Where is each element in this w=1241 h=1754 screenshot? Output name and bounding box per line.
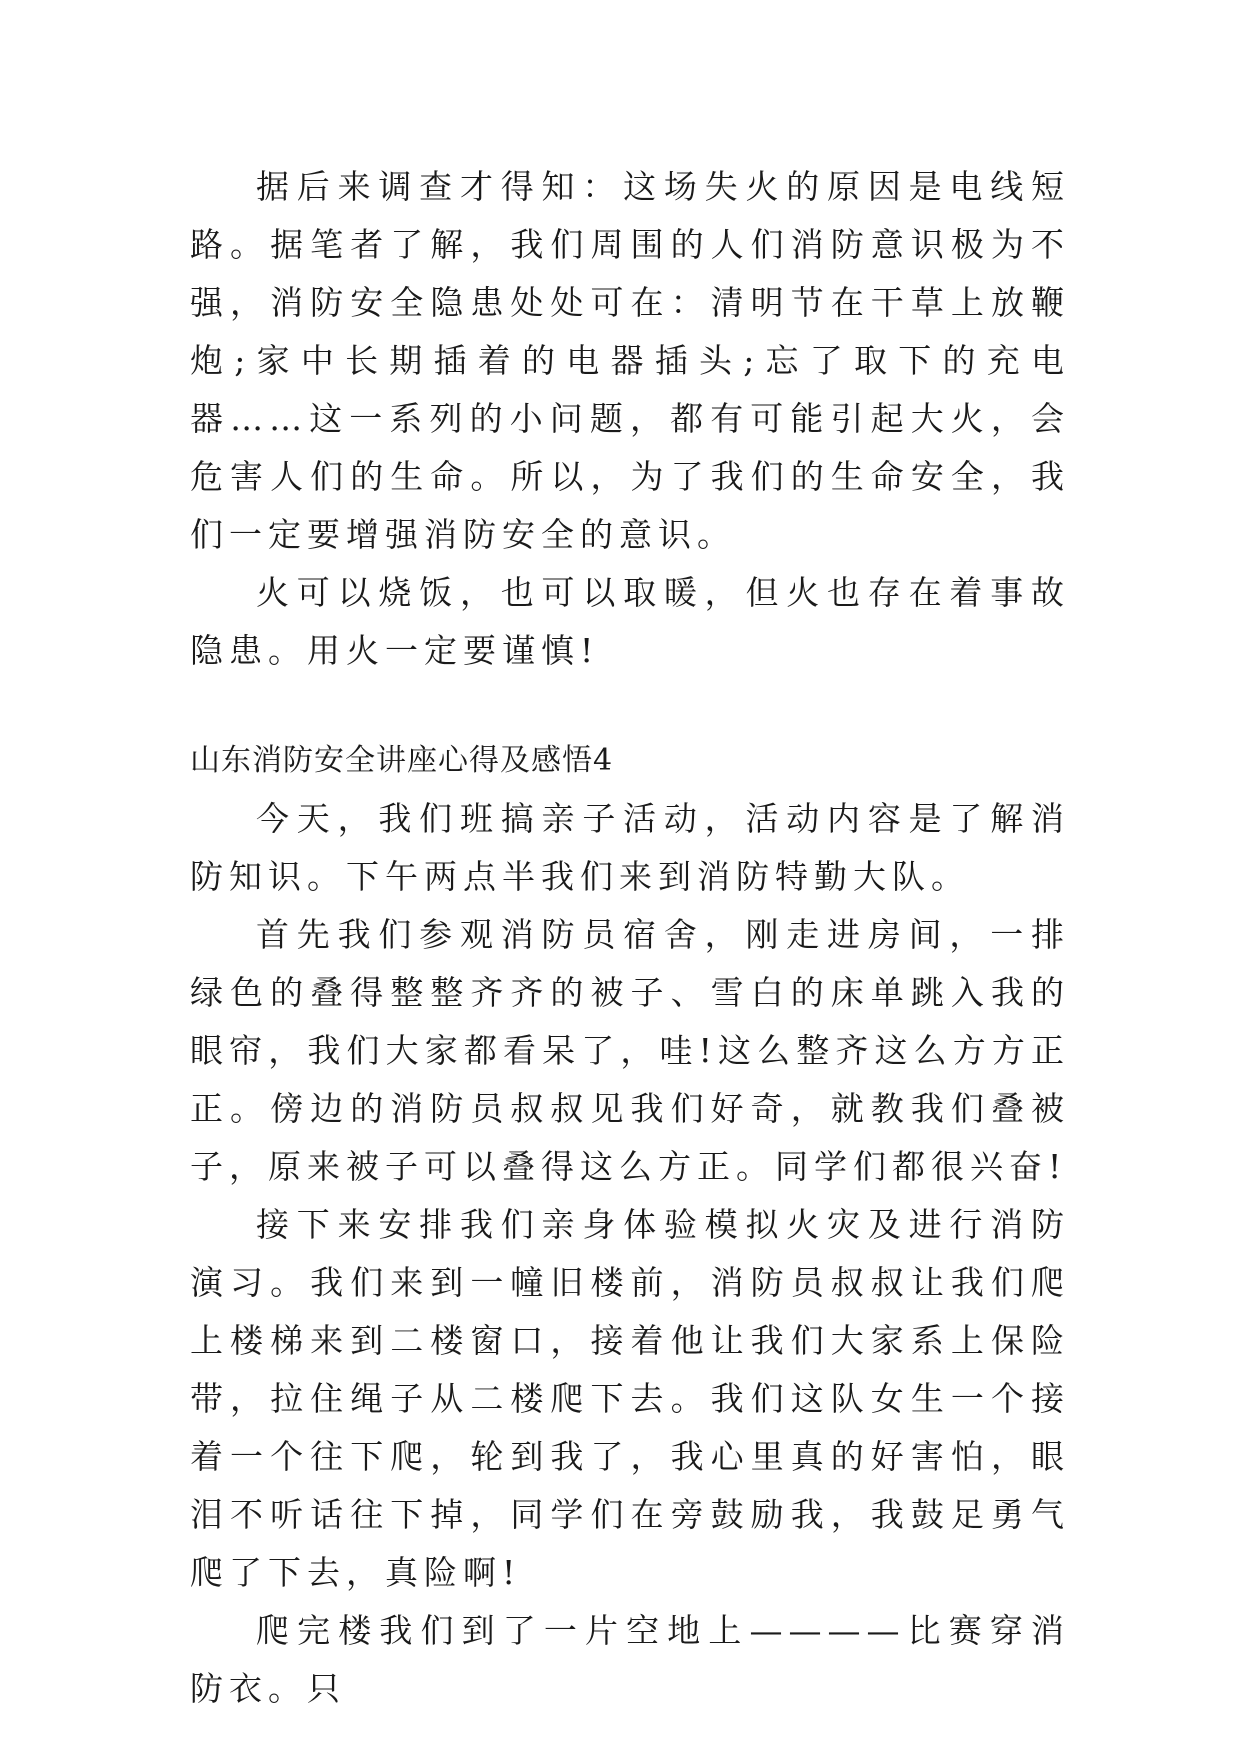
section-title: 山东消防安全讲座心得及感悟4 [190, 743, 614, 778]
paragraph: 据后来调查才得知：这场失火的原因是电线短路。据笔者了解，我们周围的人们消防意识极为不强，消防安全隐患处处可在：清明节在干草上放鞭炮;家中长期插着的电器插头;忘了取下的充电器……这一系列的小问题，都有可能引起大火，会危害人们的生命。所以，为了我们的生命安全，我们一定要增强消防安全的意识。 [190, 167, 1070, 554]
paragraph: 接下来安排我们亲身体验模拟火灾及进行消防演习。我们来到一幢旧楼前，消防员叔叔让我们爬上楼梯来到二楼窗口，接着他让我们大家系上保险带，拉住绳子从二楼爬下去。我们这队女生一个接着一个往下爬，轮到我了，我心里真的好害怕，眼泪不听话往下掉，同学们在旁鼓励我，我鼓足勇气爬了下去，真险啊! [190, 1205, 1070, 1592]
paragraph: 今天，我们班搞亲子活动，活动内容是了解消防知识。下午两点半我们来到消防特勤大队。 [190, 799, 1070, 896]
section-spacer [190, 680, 1070, 732]
paragraph: 首先我们参观消防员宿舍，刚走进房间，一排绿色的叠得整整齐齐的被子、雪白的床单跳入我的眼帘，我们大家都看呆了，哇!这么整齐这么方方正正。傍边的消防员叔叔见我们好奇，就教我们叠被子，原来被子可以叠得这么方正。同学们都很兴奋! [190, 915, 1070, 1186]
document-body [190, 158, 1070, 1718]
paragraph: 爬完楼我们到了一片空地上————比赛穿消防衣。只 [190, 1611, 1070, 1708]
paragraph: 火可以烧饭，也可以取暖，但火也存在着事故隐患。用火一定要谨慎! [190, 573, 1070, 670]
